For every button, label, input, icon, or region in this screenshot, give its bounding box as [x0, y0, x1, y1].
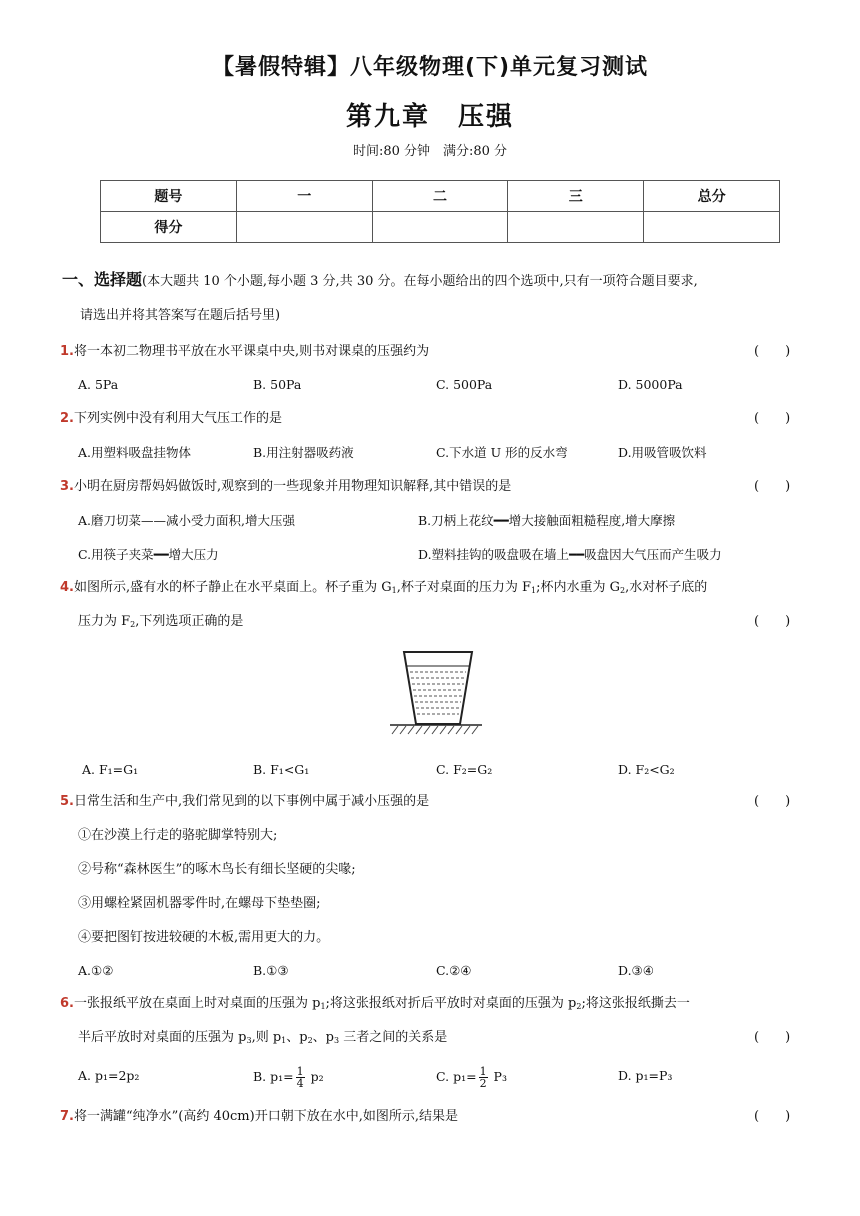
question-number: 5.	[60, 794, 74, 809]
question-text: ,杯子对桌面的压力为 F	[396, 580, 532, 595]
section-desc-cont: 请选出并将其答案写在题后括号里)	[80, 308, 281, 323]
score-cell: 题号	[101, 181, 237, 212]
chapter-title: 第九章 压强	[345, 102, 514, 132]
option-a[interactable]: A. p₁=2p₂	[78, 1068, 140, 1083]
question-text: 一张报纸平放在桌面上时对桌面的压强为 p	[73, 996, 321, 1011]
option-text: p₂	[306, 1069, 324, 1084]
question-number: 2.	[60, 411, 74, 426]
option-a[interactable]: A.用塑料吸盘挂物体	[78, 445, 192, 460]
score-input-cell[interactable]	[644, 212, 780, 243]
section-title: 一、选择题	[62, 270, 143, 289]
question-text: 如图所示,盛有水的杯子静止在水平桌面上。杯子重为 G	[73, 580, 392, 595]
question-text: 半后平放时对桌面的压强为 p	[78, 1030, 247, 1045]
question-7	[60, 1107, 458, 1127]
score-cell: 二	[372, 181, 508, 212]
question-text: 三者之间的关系是	[339, 1030, 448, 1045]
question-text: 压力为 F	[78, 614, 131, 629]
question-number: 1.	[60, 344, 74, 359]
question-3	[60, 477, 511, 497]
option-b[interactable]: B. 50Pa	[253, 377, 302, 392]
option-text: C. p₁=	[436, 1069, 477, 1084]
option-d[interactable]: D. 5000Pa	[618, 377, 683, 392]
question-text: ,下列选项正确的是	[135, 614, 244, 629]
question-text: 将一满罐“纯净水”(高约 40cm)开口朝下放在水中,如图所示,结果是	[73, 1109, 458, 1124]
fraction-one-quarter	[296, 1066, 305, 1089]
option-c[interactable]: C. 500Pa	[436, 377, 493, 392]
question-4-cont: 压力为 $F_2$,下列选项正确的是	[78, 614, 244, 629]
option-d[interactable]: D. p₁=P₃	[618, 1068, 673, 1083]
option-b[interactable]: B.①③	[253, 963, 289, 978]
score-table-score-row	[101, 212, 780, 243]
answer-blank[interactable]: ( )	[754, 1030, 791, 1045]
exam-title: 【暑假特辑】八年级物理(下)单元复习测试	[211, 55, 649, 80]
question-text: ;将这张报纸撕去一	[581, 996, 690, 1011]
option-a[interactable]: A.①②	[78, 963, 114, 978]
question-text: 将一本初二物理书平放在水平课桌中央,则书对课桌的压强约为	[73, 344, 430, 359]
fraction-one-half	[479, 1066, 488, 1089]
option-c[interactable]	[436, 1066, 507, 1089]
statement-1: ①在沙漠上行走的骆驼脚掌特别大;	[78, 828, 278, 843]
section-header	[62, 270, 698, 292]
question-text: 下列实例中没有利用大气压工作的是	[73, 411, 282, 426]
option-b[interactable]: B.用注射器吸药液	[253, 445, 354, 460]
question-text: 、p	[286, 1030, 308, 1045]
answer-blank[interactable]: ( )	[754, 344, 791, 359]
option-d[interactable]: D.③④	[618, 963, 654, 978]
question-number: 6.	[60, 996, 74, 1011]
option-a[interactable]: A. F₁=G₁	[82, 762, 139, 777]
statement-2: ②号称“森林医生”的啄木鸟长有细长坚硬的尖喙;	[78, 862, 356, 877]
score-table	[100, 180, 780, 243]
question-text: ;杯内水重为 G	[536, 580, 621, 595]
question-text: 小明在厨房帮妈妈做饭时,观察到的一些现象并用物理知识解释,其中错误的是	[73, 479, 512, 494]
score-cell: 总分	[644, 181, 780, 212]
option-text: P₃	[489, 1069, 507, 1084]
fraction-numerator: 1	[479, 1065, 487, 1078]
fraction-denominator: 2	[479, 1077, 487, 1090]
answer-blank[interactable]: ( )	[754, 411, 791, 426]
answer-blank[interactable]: ( )	[754, 614, 791, 629]
answer-blank[interactable]: ( )	[754, 794, 791, 809]
score-cell: 得分	[101, 212, 237, 243]
fraction-numerator: 1	[296, 1065, 304, 1078]
statement-3: ③用螺栓紧固机器零件时,在螺母下垫垫圈;	[78, 896, 321, 911]
question-number: 3.	[60, 479, 74, 494]
question-6-cont: 半后平放时对桌面的压强为 $p_3$,则 $p_1$、$p_2$、$p_3$ 三者之间的关系是	[78, 1030, 448, 1045]
question-text: ,则 p	[251, 1030, 282, 1045]
fraction-denominator: 4	[296, 1077, 304, 1090]
question-5	[60, 792, 429, 812]
score-cell: 一	[236, 181, 372, 212]
option-c[interactable]: C.②④	[436, 963, 472, 978]
question-1	[60, 342, 429, 362]
score-input-cell[interactable]	[372, 212, 508, 243]
option-c[interactable]: C.用筷子夹菜━━增大压力	[78, 547, 219, 562]
statement-4: ④要把图钉按进较硬的木板,需用更大的力。	[78, 930, 330, 945]
option-c[interactable]: C. F₂=G₂	[436, 762, 493, 777]
option-d[interactable]: D.用吸管吸饮料	[618, 445, 707, 460]
answer-blank[interactable]: ( )	[754, 479, 791, 494]
question-text: ;将这张报纸对折后平放时对桌面的压强为 p	[325, 996, 577, 1011]
question-number: 4.	[60, 580, 74, 595]
option-a[interactable]: A. 5Pa	[78, 377, 119, 392]
score-input-cell[interactable]	[508, 212, 644, 243]
question-2	[60, 409, 282, 429]
question-text: 日常生活和生产中,我们常见到的以下事例中属于减小压强的是	[73, 794, 430, 809]
score-table-header-row	[101, 181, 780, 212]
option-a[interactable]: A.磨刀切菜——减小受力面积,增大压强	[78, 513, 295, 528]
question-6: 6.一张报纸平放在桌面上时对桌面的压强为 $p_1$;将这张报纸对折后平放时对桌面的压强为 $p_2$;将这张报纸撕去一	[60, 996, 690, 1011]
option-b[interactable]	[253, 1066, 324, 1089]
score-cell: 三	[508, 181, 644, 212]
option-b[interactable]: B.刀柄上花纹━━增大接触面粗糙程度,增大摩擦	[418, 513, 676, 528]
option-d[interactable]: D.塑料挂钩的吸盘吸在墙上━━吸盘因大气压而产生吸力	[418, 547, 722, 562]
option-b[interactable]: B. F₁<G₁	[253, 762, 310, 777]
section-desc: (本大题共 10 个小题,每小题 3 分,共 30 分。在每小题给出的四个选项中,只有一项符合题目要求,	[142, 274, 698, 289]
answer-blank[interactable]: ( )	[754, 1109, 791, 1124]
question-text: 、p	[312, 1030, 334, 1045]
score-input-cell[interactable]	[236, 212, 372, 243]
question-number: 7.	[60, 1109, 74, 1124]
question-text: ,水对杯子底的	[625, 580, 708, 595]
option-c[interactable]: C.下水道 U 形的反水弯	[436, 445, 568, 460]
option-d[interactable]: D. F₂<G₂	[618, 762, 675, 777]
option-text: B. p₁=	[253, 1069, 294, 1084]
question-4: 4.如图所示,盛有水的杯子静止在水平桌面上。杯子重为 $G_1$,杯子对桌面的压力为 $F_1$;杯内水重为 $G_2$,水对杯子底的	[60, 580, 708, 595]
cup-on-table-figure	[388, 648, 484, 736]
exam-meta: 时间:80 分钟 满分:80 分	[352, 144, 508, 159]
